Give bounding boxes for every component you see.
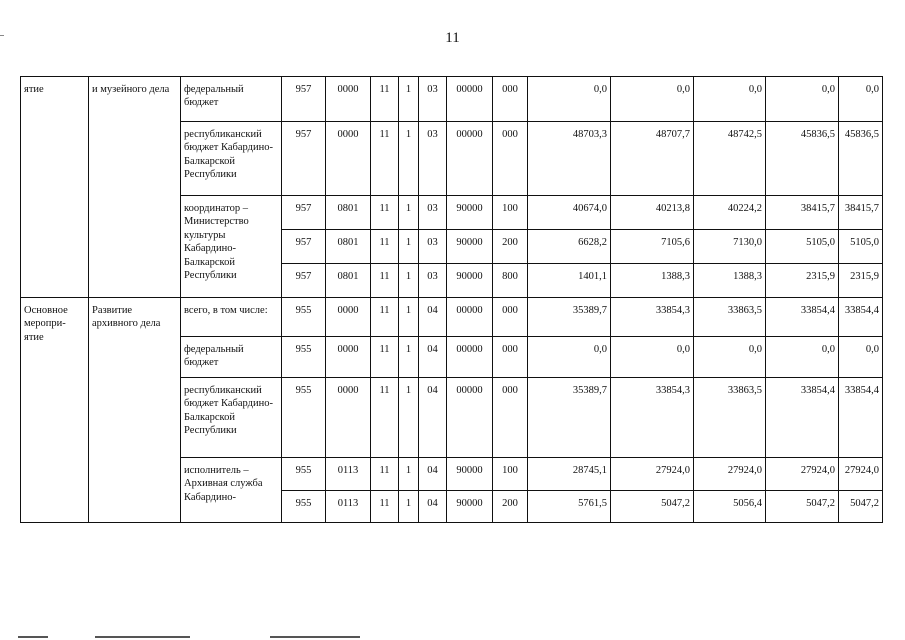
subprogram-cell: 1 [399,458,419,491]
grbs-cell: 955 [282,298,326,337]
value-cell: 0,0 [611,337,694,378]
value-cell: 40224,2 [694,196,766,230]
value-cell: 48703,3 [528,122,611,196]
program-cell: 11 [371,196,399,230]
event-code-cell: 04 [419,491,447,523]
value-cell: 5047,2 [766,491,839,523]
value-cell: 45836,5 [839,122,883,196]
vr-cell: 100 [493,458,528,491]
subprogram-cell: 1 [399,230,419,264]
value-cell: 1388,3 [694,264,766,298]
vr-cell: 800 [493,264,528,298]
grbs-cell: 955 [282,458,326,491]
program-cell: 11 [371,458,399,491]
vr-cell: 200 [493,491,528,523]
scan-artifact [95,636,190,638]
subprogram-cell: 1 [399,77,419,122]
direction-cell: 00000 [447,298,493,337]
grbs-cell: 957 [282,77,326,122]
rzpr-cell: 0113 [326,458,371,491]
value-cell: 0,0 [694,337,766,378]
value-cell: 38415,7 [839,196,883,230]
direction-cell: 90000 [447,458,493,491]
rzpr-cell: 0000 [326,298,371,337]
vr-cell: 000 [493,77,528,122]
value-cell: 35389,7 [528,378,611,458]
value-cell: 0,0 [839,337,883,378]
value-cell: 5761,5 [528,491,611,523]
value-cell: 40674,0 [528,196,611,230]
value-cell: 5047,2 [839,491,883,523]
subprogram-cell: 1 [399,298,419,337]
source-cell: федеральный бюджет [181,337,282,378]
value-cell: 28745,1 [528,458,611,491]
value-cell: 0,0 [528,77,611,122]
table-row [21,298,883,337]
event-type-cell: Основное меропри-ятие [21,298,89,523]
value-cell: 27924,0 [611,458,694,491]
program-cell: 11 [371,378,399,458]
vr-cell: 200 [493,230,528,264]
direction-cell: 00000 [447,337,493,378]
source-cell: координатор – Министерство культуры Кабардино-Балкарской Республики [181,196,282,298]
source-cell: федеральный бюджет [181,77,282,122]
subprogram-cell: 1 [399,122,419,196]
value-cell: 5047,2 [611,491,694,523]
value-cell: 27924,0 [839,458,883,491]
program-cell: 11 [371,491,399,523]
value-cell: 33863,5 [694,378,766,458]
program-cell: 11 [371,298,399,337]
rzpr-cell: 0801 [326,230,371,264]
value-cell: 40213,8 [611,196,694,230]
event-code-cell: 03 [419,230,447,264]
value-cell: 33863,5 [694,298,766,337]
value-cell: 33854,4 [839,378,883,458]
direction-cell: 90000 [447,196,493,230]
subprogram-cell: 1 [399,491,419,523]
value-cell: 2315,9 [839,264,883,298]
value-cell: 33854,4 [766,378,839,458]
vr-cell: 000 [493,122,528,196]
vr-cell: 000 [493,337,528,378]
grbs-cell: 957 [282,122,326,196]
program-cell: 11 [371,77,399,122]
value-cell: 7130,0 [694,230,766,264]
direction-cell: 00000 [447,122,493,196]
source-cell: республиканский бюджет Кабардино-Балкарской Республики [181,378,282,458]
vr-cell: 100 [493,196,528,230]
value-cell: 1388,3 [611,264,694,298]
direction-cell: 00000 [447,77,493,122]
grbs-cell: 955 [282,337,326,378]
event-name-cell: Развитие архивного дела [89,298,181,523]
budget-table [20,76,883,523]
value-cell: 5105,0 [839,230,883,264]
grbs-cell: 957 [282,230,326,264]
value-cell: 0,0 [839,77,883,122]
rzpr-cell: 0000 [326,122,371,196]
scan-artifact [18,636,48,638]
value-cell: 48742,5 [694,122,766,196]
value-cell: 7105,6 [611,230,694,264]
value-cell: 6628,2 [528,230,611,264]
value-cell: 38415,7 [766,196,839,230]
direction-cell: 90000 [447,491,493,523]
scan-artifact [270,636,360,638]
value-cell: 0,0 [766,337,839,378]
grbs-cell: 957 [282,196,326,230]
value-cell: 1401,1 [528,264,611,298]
program-cell: 11 [371,264,399,298]
direction-cell: 90000 [447,264,493,298]
direction-cell: 00000 [447,378,493,458]
value-cell: 0,0 [611,77,694,122]
table-row [21,77,883,122]
subprogram-cell: 1 [399,378,419,458]
value-cell: 33854,3 [611,378,694,458]
value-cell: 5056,4 [694,491,766,523]
event-code-cell: 03 [419,196,447,230]
rzpr-cell: 0801 [326,264,371,298]
page-number: 11 [445,30,460,46]
value-cell: 0,0 [766,77,839,122]
event-code-cell: 04 [419,458,447,491]
value-cell: 35389,7 [528,298,611,337]
value-cell: 33854,4 [839,298,883,337]
grbs-cell: 957 [282,264,326,298]
value-cell: 2315,9 [766,264,839,298]
value-cell: 27924,0 [694,458,766,491]
value-cell: 33854,3 [611,298,694,337]
source-cell: исполнитель – Архивная служба Кабардино- [181,458,282,523]
value-cell: 0,0 [694,77,766,122]
event-name-cell: и музейного дела [89,77,181,298]
value-cell: 45836,5 [766,122,839,196]
event-code-cell: 03 [419,77,447,122]
value-cell: 33854,4 [766,298,839,337]
subprogram-cell: 1 [399,264,419,298]
value-cell: 27924,0 [766,458,839,491]
source-cell: республиканский бюджет Кабардино-Балкарской Республики [181,122,282,196]
event-code-cell: 04 [419,337,447,378]
rzpr-cell: 0000 [326,77,371,122]
direction-cell: 90000 [447,230,493,264]
program-cell: 11 [371,337,399,378]
value-cell: 0,0 [528,337,611,378]
grbs-cell: 955 [282,378,326,458]
rzpr-cell: 0113 [326,491,371,523]
value-cell: 48707,7 [611,122,694,196]
event-code-cell: 03 [419,122,447,196]
event-type-cell: ятие [21,77,89,298]
grbs-cell: 955 [282,491,326,523]
rzpr-cell: 0801 [326,196,371,230]
event-code-cell: 04 [419,378,447,458]
event-code-cell: 04 [419,298,447,337]
value-cell: 5105,0 [766,230,839,264]
subprogram-cell: 1 [399,196,419,230]
vr-cell: 000 [493,298,528,337]
program-cell: 11 [371,122,399,196]
source-cell: всего, в том числе: [181,298,282,337]
subprogram-cell: 1 [399,337,419,378]
rzpr-cell: 0000 [326,337,371,378]
program-cell: 11 [371,230,399,264]
rzpr-cell: 0000 [326,378,371,458]
vr-cell: 000 [493,378,528,458]
event-code-cell: 03 [419,264,447,298]
